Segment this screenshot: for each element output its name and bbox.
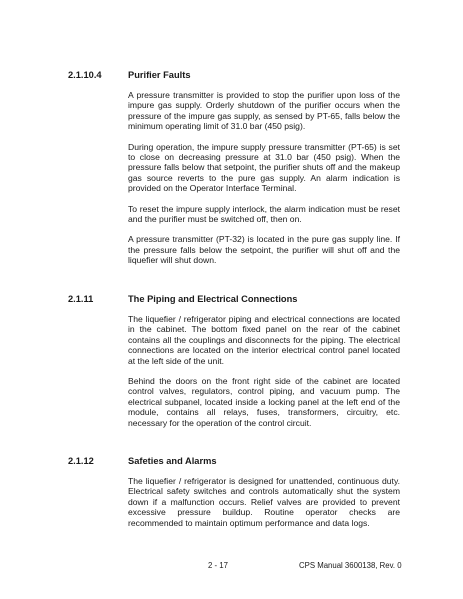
paragraph: Behind the doors on the front right side of the cabinet are located control valves, regulators, control piping, and vacuum pump. The electrical subpanel, located inside a locking panel at the left end of the module, contains all relays, fuses, transformers, circuitry, etc. necessary for the operation of the control circuit. [128, 376, 400, 428]
footer-document-id: CPS Manual 3600138, Rev. 0 [299, 561, 402, 570]
paragraph: The liquefier / refrigerator piping and electrical connections are located in the cabinet. The bottom fixed panel on the rear of the cabinet contains all the couplings and disconnects for the piping. The electrical connections are located on the interior electrical control panel located at the left side of the unit. [128, 314, 400, 366]
section-number: 2.1.12 [68, 456, 94, 466]
section-body [128, 90, 400, 276]
section-title: Purifier Faults [128, 70, 191, 80]
section-title: Safeties and Alarms [128, 456, 217, 466]
section-title: The Piping and Electrical Connections [128, 294, 298, 304]
paragraph: The liquefier / refrigerator is designed for unattended, continuous duty. Electrical safety switches and controls automatically shut the system down if a malfunction occurs. Relief valves are provided to prevent excessive pressure buildup. Routine operator checks are recommended to maintain optimum performance and data logs. [128, 476, 400, 528]
section-body [128, 314, 400, 438]
paragraph: A pressure transmitter (PT-32) is located in the pure gas supply line. If the pressure falls below the setpoint, the purifier will shut off and the liquefier will shut down. [128, 234, 400, 266]
paragraph: A pressure transmitter is provided to stop the purifier upon loss of the impure gas supply. Orderly shutdown of the purifier occurs when the pressure of the impure gas supply, as sensed by PT-65, falls below the minimum operating limit of 31.0 bar (450 psig). [128, 90, 400, 132]
paragraph: To reset the impure supply interlock, the alarm indication must be reset and the purifier must be switched off, then on. [128, 203, 400, 225]
section-number: 2.1.11 [68, 294, 94, 304]
section-number: 2.1.10.4 [68, 70, 102, 80]
paragraph: During operation, the impure supply pressure transmitter (PT-65) is set to close on decreasing pressure at 31.0 bar (450 psig). When the pressure falls below that setpoint, the purifier shuts off and the makeup gas source reverts to the pure gas supply. An alarm indication is provided on the Operator Interface Terminal. [128, 141, 400, 194]
section-body [128, 476, 400, 538]
footer-page-number: 2 - 17 [208, 561, 228, 570]
